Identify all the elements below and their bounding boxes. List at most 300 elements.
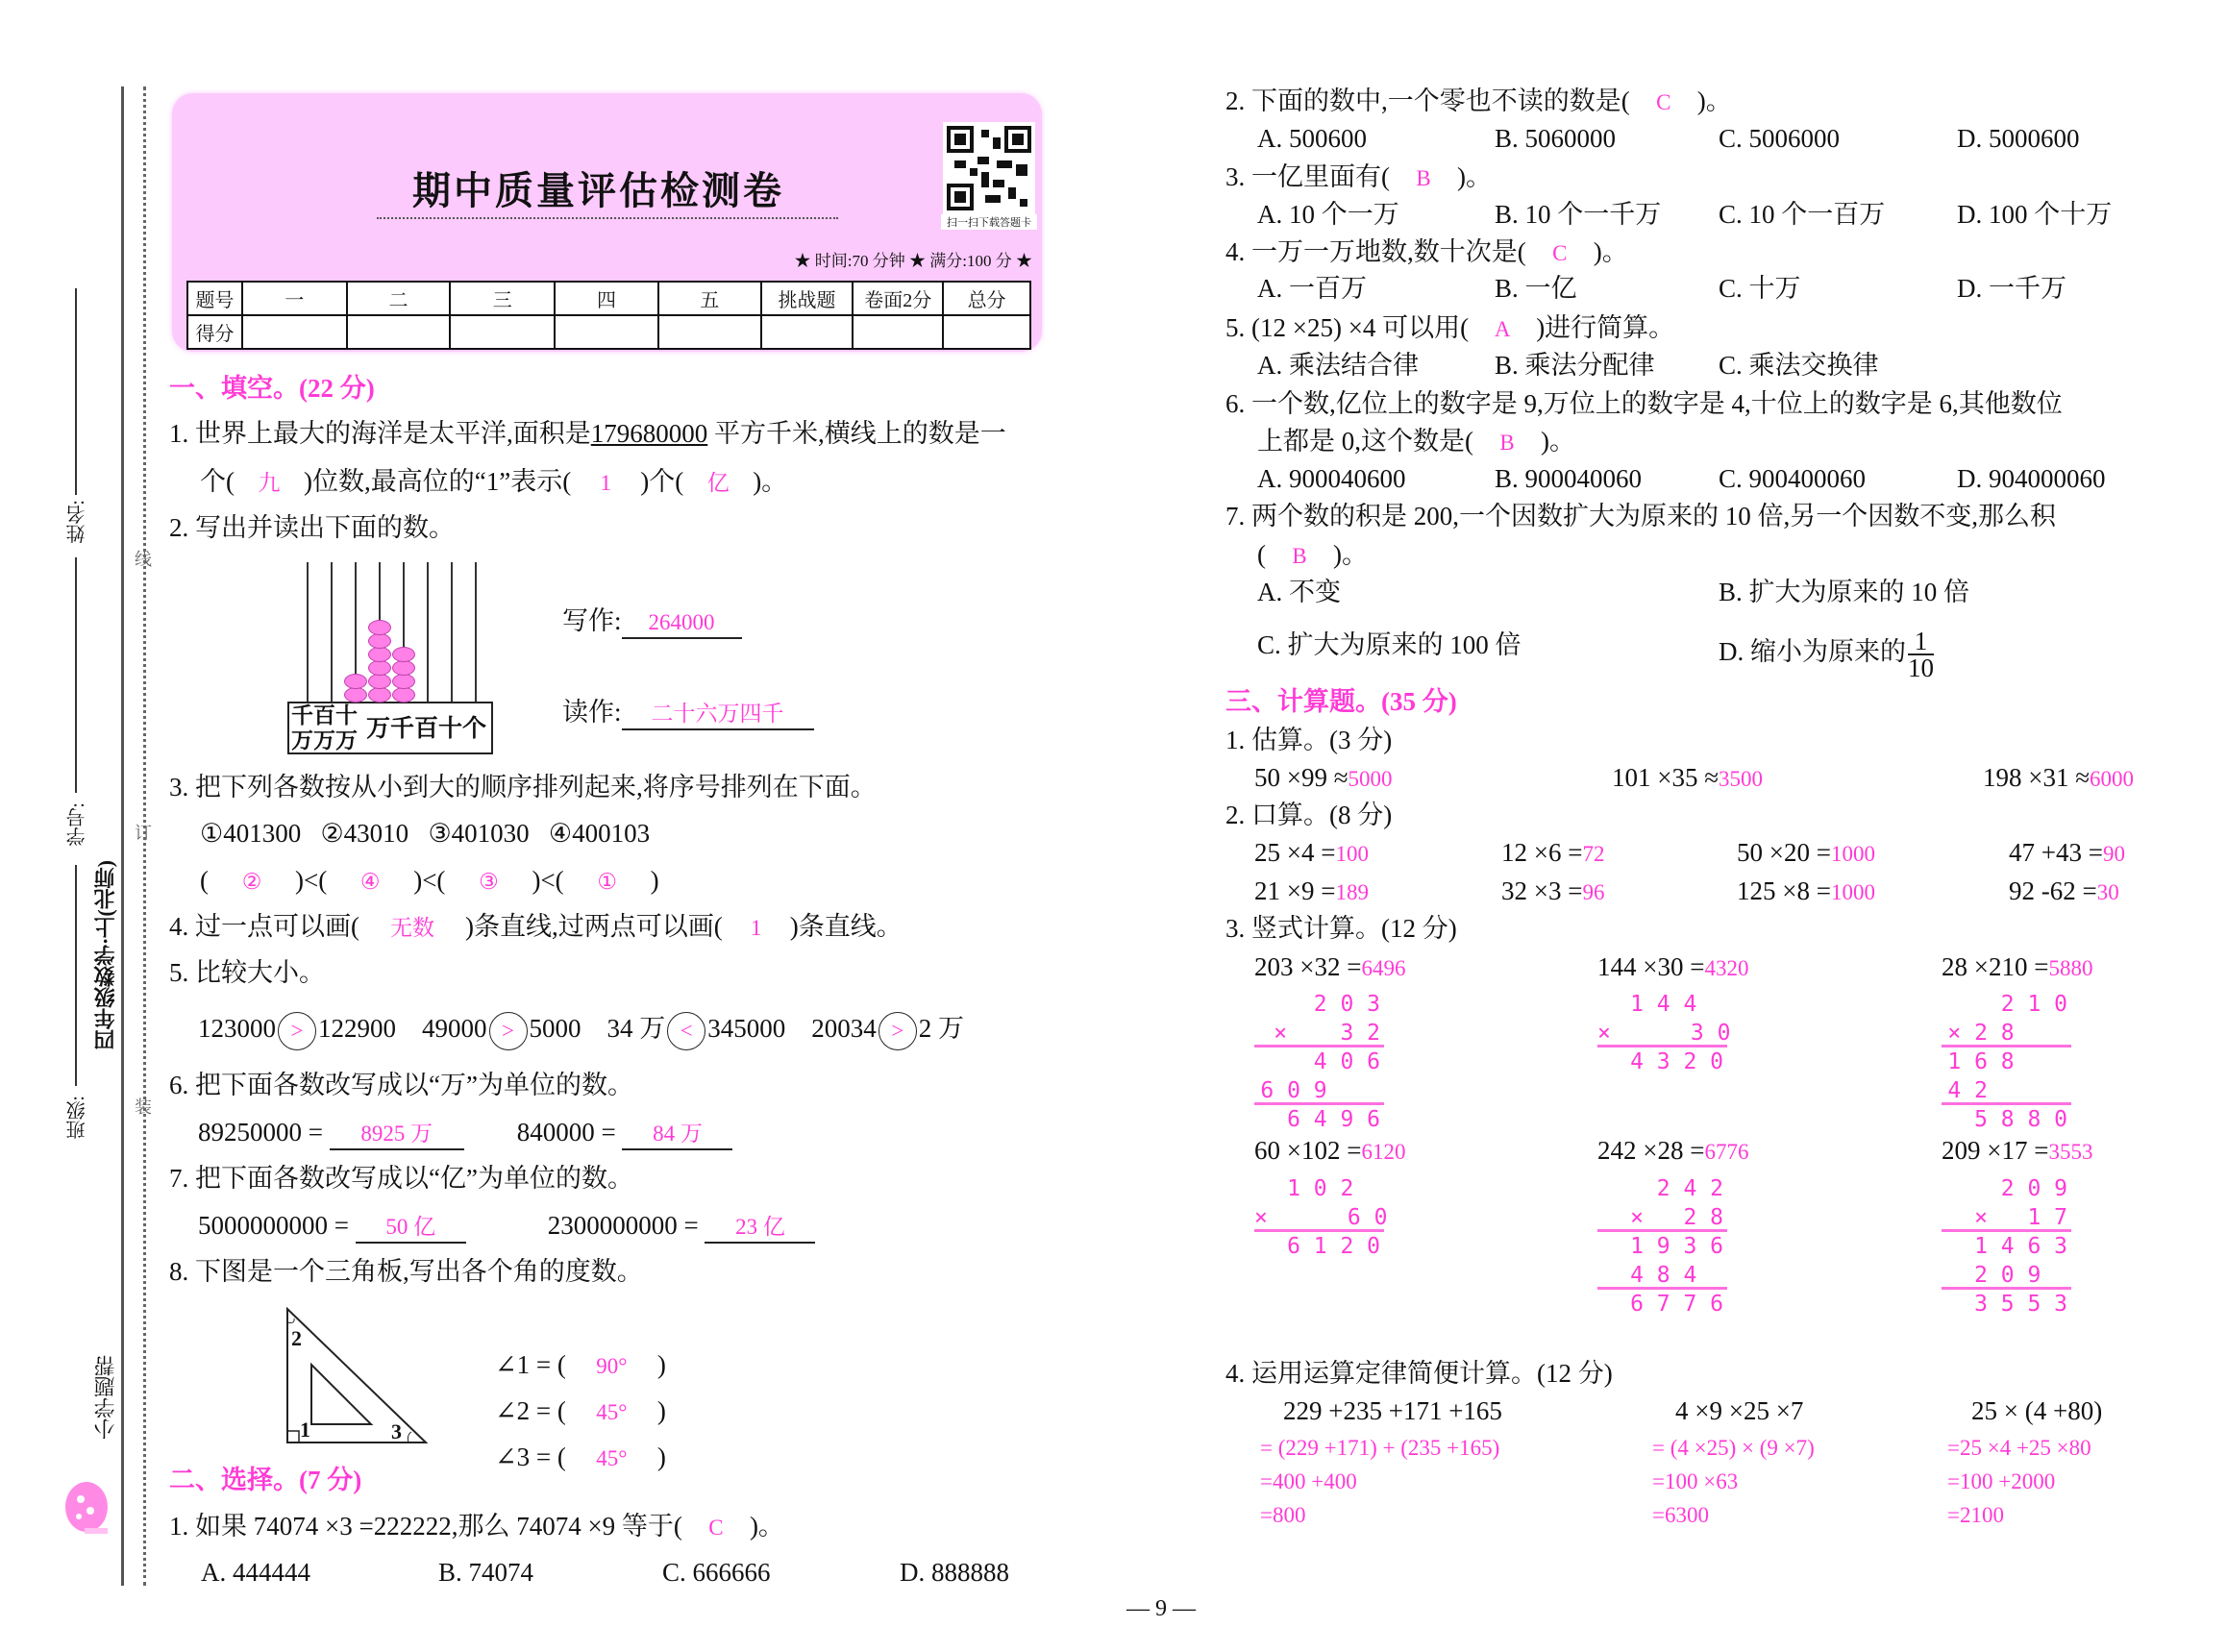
abacus-rod [427, 562, 429, 702]
oral-item [1501, 836, 1604, 871]
title-divider [377, 217, 838, 219]
abacus-bead [368, 674, 391, 689]
oral-item [1737, 836, 1875, 871]
option[interactable]: A. 444444 [201, 1558, 310, 1587]
problem-text: 101 ×35 ≈ [1612, 763, 1720, 792]
s2-q7-line1: 7. 两个数的积是 200,一个因数扩大为原来的 10 倍,另一个因数不变,那么积 [1225, 502, 2056, 530]
simplify-step: =100 +2000 [1947, 1469, 2056, 1493]
angle-2-row [495, 1394, 666, 1429]
s2-q1 [169, 1510, 784, 1544]
estimate-item [1612, 761, 1763, 796]
answer: 3500 [1719, 767, 1764, 791]
problem-text: 25 ×4 = [1254, 838, 1336, 867]
score-header: 题号 [187, 282, 242, 315]
calc-line: × 2 8 [1597, 1203, 1727, 1232]
answer: 90 [2102, 842, 2125, 866]
vertical-problem [1597, 950, 1748, 985]
abacus-frame [287, 702, 493, 754]
score-header: 二 [347, 282, 451, 315]
compare-right: 122900 [318, 1014, 396, 1044]
option[interactable]: D. 904000060 [1957, 464, 2106, 493]
answer: 96 [1582, 880, 1605, 904]
score-header: 卷面2分 [853, 282, 943, 315]
right-angle-mark [287, 1431, 299, 1442]
fraction-numerator: 1 [1908, 629, 1934, 655]
text: 4. 过一点可以画( [169, 912, 359, 941]
problem-text: 12 ×6 = [1501, 838, 1583, 867]
number-item: ④400103 [548, 819, 651, 848]
option[interactable]: B. 74074 [438, 1558, 534, 1587]
score-header: 五 [658, 282, 761, 315]
answer: C [1656, 90, 1671, 114]
text: )。 [1333, 540, 1368, 569]
brand-label: 小学题帮 [93, 1355, 117, 1440]
answer: ② [241, 870, 262, 894]
s2-q4 [1225, 235, 1628, 270]
problem-text: 28 ×210 = [1942, 952, 2049, 981]
answer-blank[interactable]: 50 亿 [356, 1213, 466, 1244]
answer: 45° [596, 1400, 628, 1424]
score-header-row [187, 282, 1030, 315]
simplify-step: =2100 [1947, 1503, 2004, 1527]
answer-blank[interactable]: 8925 万 [330, 1120, 464, 1150]
simplify-step: = (229 +171) + (235 +165) [1260, 1436, 1500, 1460]
s1-q6-row [198, 1116, 732, 1150]
exam-header [172, 93, 1042, 352]
calc-line: 5 8 8 0 [1974, 1107, 2067, 1132]
read-label: 读作: [562, 698, 622, 727]
oral-title: 2. 口算。(8 分) [1225, 801, 1393, 829]
vertical-calculation [1597, 1174, 1727, 1319]
calc-line: 1 0 2 [1287, 1176, 1380, 1201]
option[interactable]: A. 一百万 [1257, 274, 1367, 303]
score-header: 四 [555, 282, 658, 315]
s2-q6-line1: 6. 一个数,亿位上的数字是 9,万位上的数字是 4,十位上的数字是 6,其他数位 [1225, 389, 2063, 418]
text: ) [656, 1442, 666, 1471]
abacus-bead [392, 660, 415, 676]
option[interactable]: B. 900040060 [1495, 464, 1643, 493]
problem-text: 209 ×17 = [1942, 1136, 2049, 1165]
answer: B [1292, 544, 1307, 568]
read-row [562, 696, 814, 730]
score-header: 总分 [943, 282, 1030, 315]
problem-text: 21 ×9 = [1254, 876, 1336, 905]
vertical-calculation [1597, 990, 1731, 1076]
simplify-step: =400 +400 [1260, 1469, 1357, 1493]
text: 5. (12 ×25) ×4 可以用( [1225, 313, 1470, 342]
calc-line: × 2 8 [1942, 1019, 2071, 1048]
s1-q1-line1 [169, 417, 1006, 450]
calc-line: 1 6 8 [1947, 1049, 2067, 1074]
text: )。 [1457, 162, 1492, 191]
oral-item [2009, 836, 2125, 871]
answer: ① [597, 870, 617, 894]
calc-line: 2 1 0 [2000, 992, 2067, 1017]
text: 89250000 = [198, 1118, 323, 1147]
vertical-calculation [1942, 1174, 2071, 1319]
write-row [562, 604, 742, 639]
abacus-label-top: 千百十 [291, 703, 358, 727]
write-label: 写作: [562, 606, 622, 635]
text: 1. 如果 74074 ×3 =222222,那么 74074 ×9 等于( [169, 1512, 682, 1541]
abacus-rod [451, 562, 453, 702]
abacus-rod [331, 562, 333, 702]
score-cell[interactable] [658, 315, 761, 349]
answer: 6776 [1704, 1140, 1749, 1164]
id-label: 学号: [67, 802, 88, 847]
option[interactable]: B. 一亿 [1495, 274, 1577, 303]
score-table [186, 281, 1031, 350]
s1-q4 [169, 910, 903, 945]
vertical-problem [1942, 1134, 2092, 1169]
abacus-bead [368, 633, 391, 649]
text: ) [656, 1350, 666, 1379]
s1-q5-compare-row [198, 1012, 964, 1050]
text: )条直线。 [789, 912, 903, 941]
text: )。 [1541, 427, 1575, 456]
simplify-expression: 25 × (4 +80) [1971, 1396, 2103, 1425]
answer: 亿 [706, 471, 730, 495]
angle-label-3: 3 [391, 1419, 402, 1443]
s1-q6: 6. 把下面各数改写成以“万”为单位的数。 [169, 1071, 633, 1099]
text: )个( [640, 467, 684, 496]
score-cell[interactable] [943, 315, 1030, 349]
calc-line: × 3 2 [1254, 1019, 1384, 1048]
s1-q3: 3. 把下列各数按从小到大的顺序排列起来,将序号排列在下面。 [169, 773, 877, 801]
abacus-label-right: 万千百十个 [366, 716, 487, 742]
book-label: 四年级数学·上(北师) [93, 860, 117, 1050]
problem-text: 242 ×28 = [1597, 1136, 1705, 1165]
compare-circle[interactable]: > [278, 1012, 316, 1050]
calc-line: 2 0 3 [1313, 992, 1380, 1017]
underlined-number: 179680000 [590, 419, 708, 448]
score-cell[interactable] [242, 315, 347, 349]
score-cell[interactable] [450, 315, 555, 349]
compare-circle[interactable]: < [667, 1012, 705, 1050]
vertical-title: 3. 竖式计算。(12 分) [1225, 914, 1457, 943]
estimate-item [1983, 761, 2134, 796]
answer: C [1552, 241, 1568, 265]
s2-q5 [1225, 311, 1674, 346]
vertical-problem [1254, 1134, 1405, 1169]
option[interactable]: B. 10 个一千万 [1495, 200, 1662, 229]
cut-mark-line: 线 [135, 550, 152, 569]
option[interactable]: C. 5006000 [1719, 124, 1841, 153]
simplify-expression: 229 +235 +171 +165 [1283, 1396, 1502, 1425]
text: ) [656, 1396, 666, 1425]
answer: 189 [1335, 880, 1369, 904]
simplify-expression: 4 ×9 ×25 ×7 [1675, 1396, 1804, 1425]
text: )位数,最高位的“1”表示( [304, 467, 572, 496]
compare-left: 20034 [811, 1014, 877, 1044]
simplify-step: =100 ×63 [1652, 1469, 1739, 1493]
read-answer[interactable]: 二十六万四千 [622, 700, 814, 730]
calc-line: 6 4 9 6 [1287, 1107, 1380, 1132]
s1-q3-numbers [200, 817, 650, 850]
vertical-problem [1254, 950, 1405, 985]
page-title: 期中质量评估检测卷 [412, 169, 784, 212]
compare-right: 345000 [707, 1014, 786, 1044]
calc-line: 2 0 9 [2000, 1176, 2067, 1201]
score-row-label: 得分 [187, 315, 242, 349]
score-cell[interactable] [853, 315, 943, 349]
text: )。 [1696, 86, 1732, 115]
calc-line: 3 5 5 3 [1974, 1292, 2067, 1317]
text: 4. 一万一万地数,数十次是( [1225, 237, 1526, 266]
compare-right: 2 万 [918, 1014, 964, 1044]
compare-left: 34 万 [606, 1014, 666, 1044]
section3-heading: 三、计算题。(35 分) [1225, 687, 1457, 716]
calc-line: × 6 0 [1254, 1205, 1388, 1230]
s2-q6-line2 [1257, 425, 1575, 459]
page-number: — 9 — [1126, 1596, 1196, 1621]
answer: C [708, 1516, 724, 1540]
s2-q2 [1225, 85, 1732, 119]
write-answer[interactable]: 264000 [622, 608, 742, 639]
problem-text: 198 ×31 ≈ [1983, 763, 2091, 792]
name-label: 姓名: [67, 500, 88, 544]
calc-line: 4 2 [1942, 1076, 2071, 1105]
simplify-step: =25 ×4 +25 ×80 [1947, 1436, 2091, 1460]
number-item: ②43010 [320, 819, 409, 848]
compare-left: 49000 [422, 1014, 487, 1044]
text: 2. 下面的数中,一个零也不读的数是( [1225, 86, 1630, 115]
answer: 6120 [1361, 1140, 1406, 1164]
oral-item [1254, 875, 1369, 909]
option[interactable]: A. 不变 [1257, 578, 1341, 606]
problem-text: 32 ×3 = [1501, 876, 1583, 905]
text: 3. 一亿里面有( [1225, 162, 1390, 191]
inner-triangle [311, 1365, 371, 1424]
text: 840000 = [516, 1118, 616, 1147]
oral-item [2009, 875, 2119, 909]
option[interactable]: D. 5000600 [1957, 124, 2080, 153]
score-header: 三 [450, 282, 555, 315]
option[interactable]: D. 100 个十万 [1957, 200, 2113, 229]
s1-q1-line2 [200, 465, 787, 500]
problem-text: 60 ×102 = [1254, 1136, 1362, 1165]
text: 个( [200, 467, 235, 496]
score-cell[interactable] [555, 315, 658, 349]
option[interactable]: A. 900040600 [1257, 464, 1406, 493]
calc-line: 2 4 2 [1656, 1176, 1723, 1201]
problem-text: 50 ×20 = [1737, 838, 1831, 867]
score-cell[interactable] [347, 315, 451, 349]
text: ( [1257, 540, 1266, 569]
vertical-calculation [1254, 990, 1384, 1134]
score-header: 一 [242, 282, 347, 315]
answer: 30 [2096, 880, 2119, 904]
s2-q7-line2 [1257, 538, 1368, 573]
binding-solid-line [121, 86, 124, 1586]
cut-mark-bind: 装 [135, 1097, 152, 1117]
id-field[interactable] [75, 557, 77, 793]
class-label: 班级: [67, 1096, 88, 1140]
problem-text: 144 ×30 = [1597, 952, 1705, 981]
abacus-bead [344, 674, 367, 689]
score-header: 挑战题 [761, 282, 854, 315]
s1-q8: 8. 下图是一个三角板,写出各个角的度数。 [169, 1257, 643, 1286]
calc-line: 1 4 4 [1630, 992, 1723, 1017]
s2-q3 [1225, 160, 1492, 195]
option[interactable]: C. 十万 [1719, 274, 1801, 303]
s1-q3-answers: ( ② )<( ④ )<( ③ )<( ① ) [200, 864, 659, 899]
abacus-rod [475, 562, 477, 702]
answer: ④ [359, 870, 381, 894]
abacus-bead [368, 687, 391, 703]
text: )进行简算。 [1536, 313, 1675, 342]
text: D. 缩小为原来的 [1719, 637, 1906, 667]
abacus-label-bottom: 万万万 [291, 728, 358, 752]
calc-line: 4 0 6 [1313, 1049, 1380, 1074]
estimate-title: 1. 估算。(3 分) [1225, 726, 1393, 754]
text: 1. 世界上最大的海洋是太平洋,面积是 [169, 419, 591, 448]
answer-blank[interactable]: 84 万 [622, 1120, 732, 1150]
score-cell[interactable] [761, 315, 854, 349]
answer: B [1499, 431, 1515, 455]
option[interactable]: A. 乘法结合律 [1257, 351, 1419, 380]
answer-blank[interactable]: 23 亿 [705, 1213, 815, 1244]
answer: 72 [1582, 842, 1605, 866]
simplify-step: =800 [1260, 1503, 1306, 1527]
problem-text: 50 ×99 ≈ [1254, 763, 1349, 792]
text: )。 [753, 467, 788, 496]
answer: 3553 [2048, 1140, 2093, 1164]
qr-caption: 扫一扫下载答题卡 [941, 214, 1037, 230]
estimate-item [1254, 761, 1393, 796]
problem-text: 203 ×32 = [1254, 952, 1362, 981]
option[interactable]: C. 扩大为原来的 100 倍 [1257, 630, 1522, 659]
number-item: ③401030 [428, 819, 530, 848]
section1-heading: 一、填空。(22 分) [169, 374, 375, 403]
section2-heading: 二、选择。(7 分) [169, 1466, 362, 1494]
mushroom-icon [58, 1480, 115, 1552]
calc-line: 6 1 2 0 [1287, 1234, 1380, 1259]
abacus-bead [392, 687, 415, 703]
text: )。 [1593, 237, 1628, 266]
calc-line: 2 0 9 [1942, 1261, 2071, 1290]
vertical-problem [1942, 950, 2092, 985]
s1-q7-row [198, 1209, 815, 1244]
answer: 90° [596, 1354, 628, 1378]
text: ∠1 = ( [495, 1350, 566, 1379]
calc-line: 4 8 4 [1597, 1261, 1727, 1290]
text: )。 [749, 1512, 784, 1541]
option[interactable]: C. 10 个一百万 [1719, 200, 1886, 229]
compare-left: 123000 [198, 1014, 276, 1044]
option[interactable]: C. 乘法交换律 [1719, 351, 1879, 380]
option[interactable]: C. 900400060 [1719, 464, 1867, 493]
option-d[interactable] [1719, 629, 1934, 680]
vertical-problem [1597, 1134, 1748, 1169]
option[interactable]: C. 666666 [662, 1558, 771, 1587]
name-field[interactable] [75, 288, 77, 495]
s1-q2: 2. 写出并读出下面的数。 [169, 513, 455, 542]
calc-line: 1 4 6 3 [1974, 1234, 2067, 1259]
option[interactable]: B. 扩大为原来的 10 倍 [1719, 578, 1970, 606]
exam-meta: ★ 时间:70 分钟 ★ 满分:100 分 ★ [794, 252, 1032, 270]
answer: 4320 [1704, 956, 1749, 980]
simplify-step: = (4 ×25) × (9 ×7) [1652, 1436, 1815, 1460]
s1-q7: 7. 把下面各数改写成以“亿”为单位的数。 [169, 1164, 633, 1193]
oral-item [1501, 875, 1604, 909]
problem-text: 92 -62 = [2009, 876, 2097, 905]
angle-3-row [495, 1441, 666, 1475]
option[interactable]: A. 10 个一万 [1257, 200, 1399, 229]
angle-1-row [495, 1348, 666, 1383]
angle-label-2: 2 [291, 1326, 302, 1350]
oral-item [1254, 836, 1369, 871]
calc-line: × 1 7 [1942, 1203, 2071, 1232]
option[interactable]: D. 888888 [900, 1558, 1009, 1587]
answer: A [1494, 317, 1511, 341]
abacus-bead [368, 647, 391, 662]
compare-right: 5000 [529, 1014, 581, 1044]
calc-line: × 3 0 [1597, 1021, 1731, 1046]
qr-code-icon[interactable] [943, 122, 1035, 214]
oral-item [1737, 875, 1875, 909]
score-row [187, 315, 1030, 349]
option[interactable]: D. 一千万 [1957, 274, 2066, 303]
answer: 九 [258, 471, 281, 495]
text: ∠2 = ( [495, 1396, 566, 1425]
answer: ③ [479, 870, 499, 894]
answer: 5000 [1348, 767, 1393, 791]
abacus-bead [392, 647, 415, 662]
option[interactable]: B. 5060000 [1495, 124, 1617, 153]
simplify-step: =6300 [1652, 1503, 1709, 1527]
calc-line: 4 3 2 0 [1630, 1049, 1723, 1074]
problem-text: 125 ×8 = [1737, 876, 1831, 905]
simplify-title: 4. 运用运算定律简便计算。(12 分) [1225, 1359, 1613, 1388]
abacus-bead [344, 687, 367, 703]
fraction [1908, 629, 1934, 680]
compare-circle[interactable]: > [489, 1012, 528, 1050]
text: 2300000000 = [547, 1211, 699, 1240]
abacus-bead [392, 674, 415, 689]
vertical-calculation [1942, 990, 2071, 1134]
option[interactable]: A. 500600 [1257, 124, 1367, 153]
angle-label-1: 1 [300, 1418, 310, 1442]
calc-line: 1 9 3 6 [1630, 1234, 1723, 1259]
answer: 100 [1335, 842, 1369, 866]
option[interactable]: B. 乘法分配律 [1495, 351, 1655, 380]
text: ∠3 = ( [495, 1442, 566, 1471]
text: 上都是 0,这个数是( [1257, 427, 1473, 456]
abacus-rod [307, 562, 309, 702]
answer: 45° [596, 1446, 628, 1470]
class-field[interactable] [75, 865, 77, 1086]
answer: B [1416, 166, 1431, 190]
compare-circle[interactable]: > [878, 1012, 917, 1050]
problem-text: 47 +43 = [2009, 838, 2103, 867]
answer: 1 [750, 916, 762, 940]
s1-q5: 5. 比较大小。 [169, 958, 325, 987]
answer: 1 [600, 471, 611, 495]
fraction-denominator: 10 [1908, 653, 1934, 682]
answer: 6496 [1361, 956, 1406, 980]
calc-line: 6 0 9 [1254, 1076, 1384, 1105]
text: 5000000000 = [198, 1211, 349, 1240]
text: 平方千米,横线上的数是一 [707, 419, 1006, 448]
answer: 5880 [2048, 956, 2093, 980]
answer: 1000 [1830, 880, 1875, 904]
abacus-bead [368, 620, 391, 635]
abacus [287, 562, 493, 754]
answer: 1000 [1830, 842, 1875, 866]
cut-mark-staple: 订 [135, 824, 152, 843]
calc-line: 6 7 7 6 [1630, 1292, 1723, 1317]
